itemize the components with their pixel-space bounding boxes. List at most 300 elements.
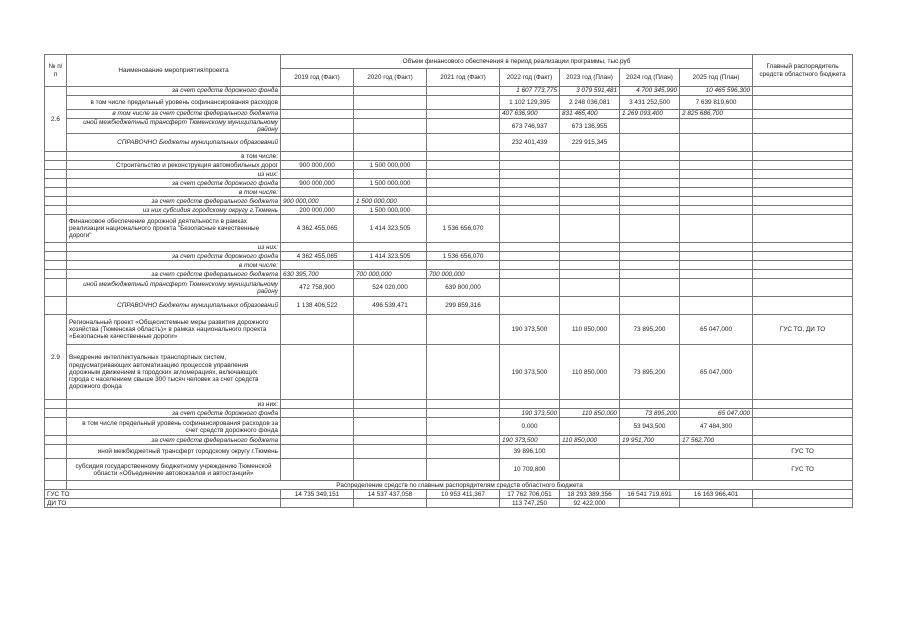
row-name: Строительство и реконструкция автомобильных дорог <box>67 161 281 170</box>
table-row <box>45 261 853 270</box>
value-cell <box>560 197 620 206</box>
value-cell <box>560 279 620 297</box>
value-cell: 496 539,471 <box>354 297 427 315</box>
row-number <box>45 297 67 315</box>
manager-cell <box>753 279 853 297</box>
value-cell <box>500 261 560 270</box>
value-cell <box>680 499 753 508</box>
value-cell <box>620 197 680 206</box>
value-cell <box>427 110 500 119</box>
distribution-title-row <box>45 481 853 490</box>
financing-table <box>44 54 853 508</box>
value-cell: 1 414 323,505 <box>354 252 427 261</box>
header-manager: Главный распорядитель средств областного бюджета <box>753 55 853 87</box>
manager-cell <box>753 110 853 119</box>
value-cell <box>560 170 620 179</box>
value-cell <box>680 119 753 134</box>
value-cell <box>281 459 354 481</box>
value-cell <box>427 345 500 400</box>
value-cell <box>620 270 680 279</box>
value-cell: 65 047,000 <box>680 315 753 345</box>
value-cell <box>680 445 753 459</box>
value-cell <box>500 152 560 161</box>
value-cell <box>427 161 500 170</box>
manager-cell <box>753 270 853 279</box>
value-cell: 229 915,345 <box>560 134 620 152</box>
table-row <box>45 409 853 418</box>
value-cell: 2 248 036,081 <box>560 96 620 110</box>
value-cell: 65 047,000 <box>680 345 753 400</box>
value-cell <box>354 96 427 110</box>
budget-document <box>44 54 852 508</box>
value-cell <box>500 297 560 315</box>
row-name: в том числе за счет средств федерального бюджета <box>67 110 281 119</box>
value-cell <box>620 499 680 508</box>
manager-cell: ГУС ТО <box>753 459 853 481</box>
value-cell: 4 362 455,065 <box>281 252 354 261</box>
row-number <box>45 436 67 445</box>
value-cell <box>354 409 427 418</box>
value-cell <box>560 252 620 261</box>
value-cell <box>354 261 427 270</box>
value-cell <box>500 279 560 297</box>
row-name: в том числе предельный уровень софинансирования расходов <box>67 96 281 110</box>
value-cell <box>427 206 500 215</box>
value-cell: 14 735 349,151 <box>281 490 354 499</box>
table-row <box>45 315 853 345</box>
value-cell <box>620 188 680 197</box>
value-cell <box>281 87 354 96</box>
row-name: СПРАВОЧНО Бюджеты муниципальных образований <box>67 297 281 315</box>
value-cell <box>281 345 354 400</box>
project-name: Региональный проект «Общесистемные меры развития дорожного хозяйства (Тюменская область)» в рамках национального проекта «Безопасные качественные дороги» <box>67 315 281 345</box>
value-cell <box>427 134 500 152</box>
value-cell <box>354 315 427 345</box>
value-cell <box>500 161 560 170</box>
value-cell <box>680 400 753 409</box>
value-cell <box>427 499 500 508</box>
value-cell <box>427 197 500 206</box>
row-name: из них субсидия городскому округу г.Тюмень <box>67 206 281 215</box>
value-cell: 1 500 000,000 <box>354 206 427 215</box>
value-cell <box>354 119 427 134</box>
manager-cell <box>753 152 853 161</box>
value-cell <box>281 243 354 252</box>
distribution-name: ДИ ТО <box>45 499 281 508</box>
value-cell: 190 373,500 <box>500 409 560 418</box>
value-cell: 1 536 656,070 <box>427 215 500 243</box>
value-cell <box>281 134 354 152</box>
value-cell: 900 000,000 <box>281 197 354 206</box>
row-number: 2.9 <box>45 315 67 400</box>
value-cell: 110 850,000 <box>560 409 620 418</box>
value-cell <box>354 243 427 252</box>
header-year: 2022 год (Факт) <box>500 69 560 87</box>
row-name: из них: <box>67 400 281 409</box>
value-cell <box>560 179 620 188</box>
header-num: № п/п <box>45 55 67 87</box>
value-cell <box>680 179 753 188</box>
value-cell: 299 859,316 <box>427 297 500 315</box>
value-cell: 0,000 <box>500 418 560 436</box>
header-year: 2024 год (План) <box>620 69 680 87</box>
row-number <box>45 445 67 459</box>
value-cell <box>680 161 753 170</box>
value-cell: 92 422,000 <box>560 499 620 508</box>
value-cell <box>500 206 560 215</box>
table-row <box>45 499 853 508</box>
row-name: за счет средств федерального бюджета <box>67 197 281 206</box>
value-cell <box>680 261 753 270</box>
value-cell <box>560 400 620 409</box>
row-name: СПРАВОЧНО Бюджеты муниципальных образований <box>67 134 281 152</box>
row-name: за счет средств дорожного фонда <box>67 409 281 418</box>
value-cell: 1 269 093,400 <box>620 110 680 119</box>
value-cell <box>680 134 753 152</box>
value-cell <box>560 206 620 215</box>
table-row <box>45 170 853 179</box>
value-cell <box>354 499 427 508</box>
value-cell <box>500 188 560 197</box>
manager-cell <box>753 170 853 179</box>
table-row <box>45 490 853 499</box>
value-cell <box>281 445 354 459</box>
table-row <box>45 206 853 215</box>
value-cell: 110 850,000 <box>560 315 620 345</box>
header-year: 2025 год (План) <box>680 69 753 87</box>
row-number <box>45 188 67 197</box>
value-cell: 73 895,200 <box>620 345 680 400</box>
value-cell <box>427 418 500 436</box>
value-cell: 190 373,500 <box>500 345 560 400</box>
row-number <box>45 161 67 170</box>
value-cell: 190 373,500 <box>500 436 560 445</box>
value-cell <box>500 170 560 179</box>
row-number <box>45 206 67 215</box>
value-cell <box>620 134 680 152</box>
manager-cell <box>753 215 853 243</box>
value-cell <box>354 188 427 197</box>
value-cell <box>427 243 500 252</box>
table-row <box>45 418 853 436</box>
value-cell <box>680 215 753 243</box>
value-cell <box>560 261 620 270</box>
value-cell <box>500 215 560 243</box>
manager-cell <box>753 400 853 409</box>
row-number <box>45 179 67 188</box>
table-row <box>45 119 853 134</box>
value-cell <box>427 96 500 110</box>
row-name: иной межбюджетный трансферт городскому округу г.Тюмень <box>67 445 281 459</box>
value-cell <box>620 161 680 170</box>
value-cell <box>500 252 560 261</box>
value-cell <box>680 197 753 206</box>
table-row <box>45 197 853 206</box>
manager-cell <box>753 297 853 315</box>
value-cell: 1 500 000,000 <box>354 179 427 188</box>
value-cell <box>500 197 560 206</box>
row-number <box>45 243 67 252</box>
manager-cell <box>753 87 853 96</box>
value-cell <box>560 418 620 436</box>
value-cell <box>354 87 427 96</box>
manager-cell <box>753 418 853 436</box>
value-cell <box>281 400 354 409</box>
row-number <box>45 270 67 279</box>
value-cell: 19 951,700 <box>620 436 680 445</box>
value-cell <box>500 179 560 188</box>
row-name: из них: <box>67 243 281 252</box>
value-cell <box>620 297 680 315</box>
manager-cell <box>753 119 853 134</box>
value-cell: 14 537 437,058 <box>354 490 427 499</box>
table-row <box>45 215 853 243</box>
table-row <box>45 400 853 409</box>
table-row <box>45 252 853 261</box>
value-cell: 2 825 686,700 <box>680 110 753 119</box>
manager-cell <box>753 409 853 418</box>
row-name: субсидия государственному бюджетному учреждению Тюменской области «Объединение автовокзалов и автостанций» <box>67 459 281 481</box>
table-row <box>45 279 853 297</box>
value-cell <box>281 188 354 197</box>
value-cell <box>427 436 500 445</box>
value-cell <box>620 400 680 409</box>
value-cell <box>354 110 427 119</box>
value-cell <box>281 436 354 445</box>
row-name: иной межбюджетный трансферт Тюменскому муниципальному району <box>67 279 281 297</box>
value-cell: 1 536 656,070 <box>427 252 500 261</box>
value-cell: 673 136,955 <box>560 119 620 134</box>
manager-cell <box>753 261 853 270</box>
header-name: Наименование мероприятия/проекта <box>67 55 281 87</box>
row-name: в том числе предельный уровень софинансирования расходов за счет средств дорожного фонда <box>67 418 281 436</box>
value-cell <box>427 179 500 188</box>
row-name: за счет средств федерального бюджета <box>67 270 281 279</box>
value-cell: 1 500 000,000 <box>354 161 427 170</box>
row-name: в том числе: <box>67 261 281 270</box>
header-year: 2021 год (Факт) <box>427 69 500 87</box>
table-row <box>45 179 853 188</box>
value-cell <box>620 459 680 481</box>
value-cell <box>560 215 620 243</box>
manager-cell <box>753 243 853 252</box>
header-year: 2019 год (Факт) <box>281 69 354 87</box>
value-cell: 900 000,000 <box>281 161 354 170</box>
table-row <box>45 345 853 400</box>
table-row <box>45 134 853 152</box>
value-cell <box>354 459 427 481</box>
row-number: 2.6 <box>45 87 67 152</box>
value-cell <box>427 87 500 96</box>
table-row <box>45 270 853 279</box>
value-cell <box>281 261 354 270</box>
value-cell <box>281 119 354 134</box>
value-cell: 639 800,000 <box>427 279 500 297</box>
value-cell: 700 000,000 <box>354 270 427 279</box>
value-cell <box>427 459 500 481</box>
row-number <box>45 197 67 206</box>
value-cell <box>500 270 560 279</box>
value-cell <box>680 297 753 315</box>
row-name: Финансовое обеспечение дорожной деятельности в рамках реализации национального проекта "Безопасные качественные дороги" <box>67 215 281 243</box>
value-cell: 18 293 389,356 <box>560 490 620 499</box>
value-cell <box>680 170 753 179</box>
value-cell: 110 850,000 <box>560 345 620 400</box>
value-cell: 1 607 773,775 <box>500 87 560 96</box>
value-cell <box>281 499 354 508</box>
value-cell <box>680 279 753 297</box>
value-cell: 73 895,200 <box>620 315 680 345</box>
value-cell: 110 850,000 <box>560 436 620 445</box>
value-cell <box>560 445 620 459</box>
table-row <box>45 152 853 161</box>
value-cell: 17 762 706,051 <box>500 490 560 499</box>
value-cell: 7 639 819,600 <box>680 96 753 110</box>
manager-cell <box>753 206 853 215</box>
manager-cell: ГУС ТО <box>753 445 853 459</box>
table-row <box>45 87 853 96</box>
value-cell <box>680 252 753 261</box>
value-cell <box>354 445 427 459</box>
value-cell: 10 465 596,300 <box>680 87 753 96</box>
value-cell <box>427 261 500 270</box>
table-row <box>45 243 853 252</box>
value-cell <box>620 170 680 179</box>
header-year: 2023 год (План) <box>560 69 620 87</box>
value-cell <box>354 170 427 179</box>
value-cell: 3 079 591,481 <box>560 87 620 96</box>
manager-cell <box>753 179 853 188</box>
value-cell: 831 465,400 <box>560 110 620 119</box>
row-number <box>45 261 67 270</box>
value-cell: 673 746,937 <box>500 119 560 134</box>
row-number <box>45 152 67 161</box>
value-cell: 900 000,000 <box>281 179 354 188</box>
value-cell <box>560 297 620 315</box>
value-cell: 16 163 966,401 <box>680 490 753 499</box>
value-cell <box>560 152 620 161</box>
value-cell: 3 431 252,500 <box>620 96 680 110</box>
value-cell <box>281 418 354 436</box>
value-cell <box>427 409 500 418</box>
manager-cell <box>753 252 853 261</box>
value-cell <box>500 243 560 252</box>
value-cell <box>620 119 680 134</box>
row-number <box>45 481 67 490</box>
manager-cell <box>753 436 853 445</box>
value-cell: 47 484,300 <box>680 418 753 436</box>
value-cell <box>620 206 680 215</box>
manager-cell <box>753 161 853 170</box>
manager-cell <box>753 96 853 110</box>
value-cell <box>560 459 620 481</box>
manager-cell <box>753 345 853 400</box>
value-cell <box>354 152 427 161</box>
value-cell: 1 414 323,505 <box>354 215 427 243</box>
row-name: за счет средств дорожного фонда <box>67 87 281 96</box>
table-row <box>45 161 853 170</box>
value-cell: 4 362 455,065 <box>281 215 354 243</box>
header-year: 2020 год (Факт) <box>354 69 427 87</box>
manager-cell <box>753 499 853 508</box>
row-name: за счет средств дорожного фонда <box>67 179 281 188</box>
row-number <box>45 400 67 409</box>
value-cell <box>427 445 500 459</box>
value-cell: 524 020,000 <box>354 279 427 297</box>
table-row <box>45 459 853 481</box>
value-cell <box>427 119 500 134</box>
value-cell <box>281 315 354 345</box>
value-cell <box>281 96 354 110</box>
value-cell <box>620 445 680 459</box>
value-cell <box>680 459 753 481</box>
value-cell <box>281 152 354 161</box>
manager-cell <box>753 490 853 499</box>
value-cell <box>680 270 753 279</box>
row-name: за счет средств дорожного фонда <box>67 252 281 261</box>
value-cell <box>281 409 354 418</box>
value-cell: 1 102 129,395 <box>500 96 560 110</box>
value-cell <box>427 400 500 409</box>
row-number <box>45 215 67 243</box>
value-cell: 65 047,000 <box>680 409 753 418</box>
value-cell <box>620 261 680 270</box>
distribution-title: Распределение средств по главным распорядителям средств областного бюджета <box>67 481 853 490</box>
value-cell <box>354 345 427 400</box>
header-row <box>45 55 853 69</box>
row-number <box>45 170 67 179</box>
row-number <box>45 279 67 297</box>
value-cell <box>560 270 620 279</box>
value-cell <box>500 400 560 409</box>
row-number <box>45 459 67 481</box>
row-name: в том числе: <box>67 152 281 161</box>
value-cell: 190 373,500 <box>500 315 560 345</box>
value-cell: 4 700 345,990 <box>620 87 680 96</box>
row-number <box>45 418 67 436</box>
table-row <box>45 96 853 110</box>
table-row <box>45 297 853 315</box>
value-cell <box>281 170 354 179</box>
value-cell: 16 541 719,691 <box>620 490 680 499</box>
value-cell <box>427 315 500 345</box>
row-name: иной межбюджетный трансферт Тюменскому муниципальному району <box>67 119 281 134</box>
distribution-name: ГУС ТО <box>45 490 281 499</box>
value-cell <box>620 152 680 161</box>
value-cell <box>680 152 753 161</box>
value-cell: 10 709,800 <box>500 459 560 481</box>
table-row <box>45 445 853 459</box>
its-name: Внедрение интеллектуальных транспортных систем, предусматривающих автоматизацию процессов управления дорожным движением в городских агломерациях, включающих города с населением свыше 300 тысяч человек за счет средств дорожного фонда <box>67 345 281 400</box>
value-cell: 113 747,250 <box>500 499 560 508</box>
value-cell <box>427 152 500 161</box>
value-cell <box>354 436 427 445</box>
value-cell: 1 500 000,000 <box>354 197 427 206</box>
value-cell: 407 636,900 <box>500 110 560 119</box>
row-number <box>45 409 67 418</box>
value-cell <box>680 243 753 252</box>
value-cell: 53 943,500 <box>620 418 680 436</box>
value-cell <box>620 215 680 243</box>
manager-cell <box>753 188 853 197</box>
value-cell <box>354 400 427 409</box>
value-cell: 17 562,700 <box>680 436 753 445</box>
header-volume: Объем финансового обеспечения в период реализации программы, тыс.руб <box>281 55 753 69</box>
value-cell: 630 395,700 <box>281 270 354 279</box>
value-cell <box>560 188 620 197</box>
value-cell: 472 758,900 <box>281 279 354 297</box>
value-cell <box>281 110 354 119</box>
